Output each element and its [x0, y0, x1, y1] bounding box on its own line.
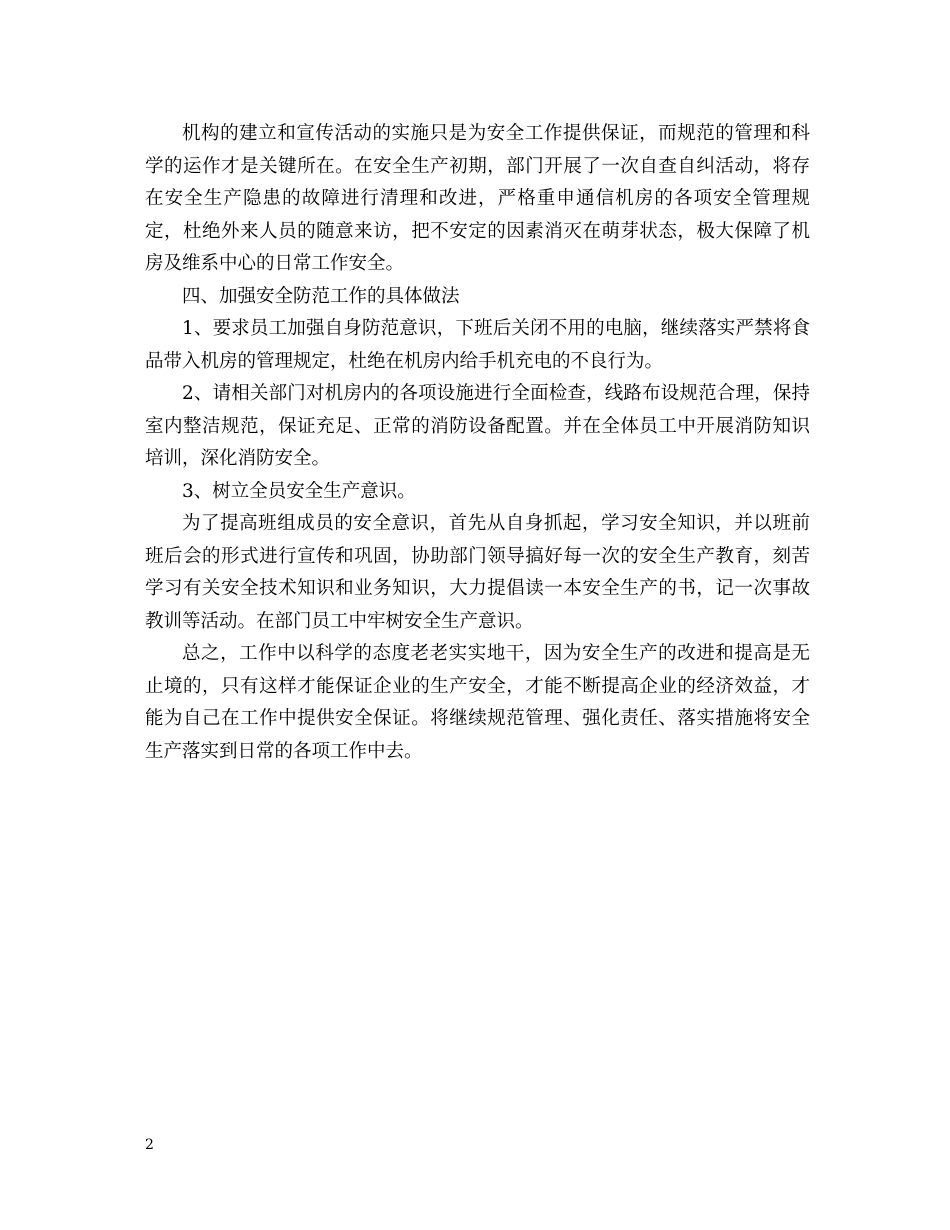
paragraph-item-2: 2、请相关部门对机房内的各项设施进行全面检查，线路布设规范合理，保持室内整洁规范，保证充足、正常的消防设备配置。并在全体员工中开展消防知识培训，深化消防安全。 [145, 383, 810, 469]
section-heading-safety-measures: 四、加强安全防范工作的具体做法 [182, 285, 460, 307]
paragraph-safety-awareness: 为了提高班组成员的安全意识，首先从自身抓起，学习安全知识，并以班前班后会的形式进行宣传和巩固，协助部门领导搞好每一次的安全生产教育，刻苦学习有关安全技术知识和业务知识，大力提倡读一本安全生产的书，记一次事故教训等活动。在部门员工中牢树安全生产意识。 [145, 513, 810, 632]
page-number: 2 [145, 1137, 154, 1153]
document-body [145, 118, 810, 768]
paragraph-item-3: 3、树立全员安全生产意识。 [182, 480, 416, 502]
paragraph-item-1: 1、要求员工加强自身防范意识，下班后关闭不用的电脑，继续落实严禁将食品带入机房的管理规定，杜绝在机房内给手机充电的不良行为。 [145, 318, 810, 372]
paragraph-conclusion: 总之，工作中以科学的态度老老实实地干，因为安全生产的改进和提高是无止境的，只有这样才能保证企业的生产安全，才能不断提高企业的经济效益，才能为自己在工作中提供安全保证。将继续规范管理、强化责任、落实措施将安全生产落实到日常的各项工作中去。 [145, 643, 810, 762]
paragraph-safety-management: 机构的建立和宣传活动的实施只是为安全工作提供保证，而规范的管理和科学的运作才是关键所在。在安全生产初期，部门开展了一次自查自纠活动，将存在安全生产隐患的故障进行清理和改进，严格重申通信机房的各项安全管理规定，杜绝外来人员的随意来访，把不安定的因素消灭在萌芽状态，极大保障了机房及维系中心的日常工作安全。 [145, 123, 810, 274]
